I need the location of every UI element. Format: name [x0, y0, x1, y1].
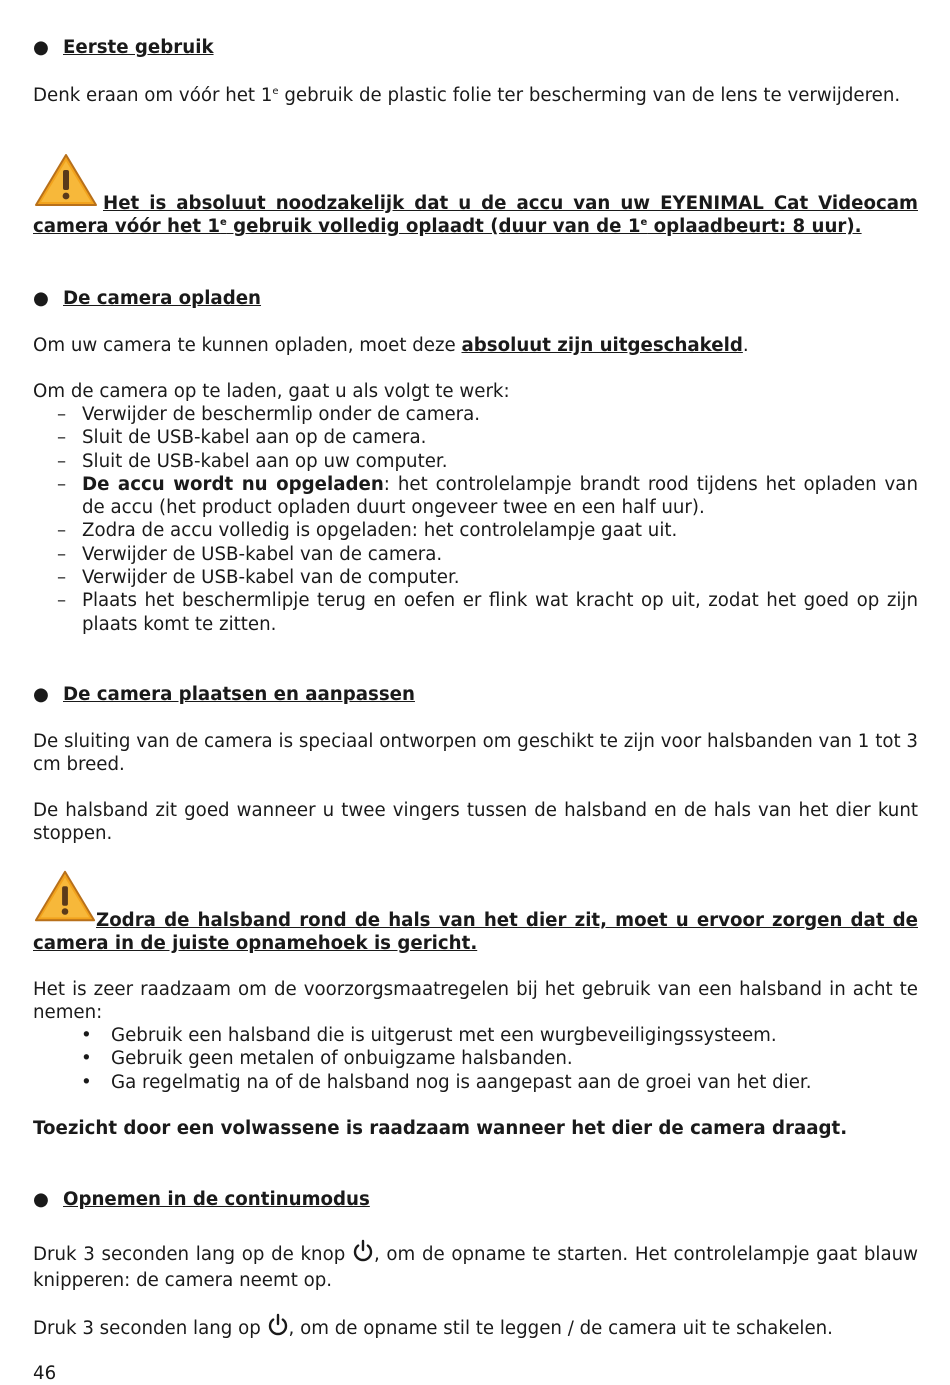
heading-first-use: ● Eerste gebruik — [33, 37, 214, 58]
list-item: • Ga regelmatig na of de halsband nog is aangepast aan de groei van het dier. — [33, 1071, 918, 1094]
list-item: – Verwijder de beschermlip onder de camera. — [33, 403, 918, 426]
list-item: – Sluit de USB-kabel aan op uw computer. — [33, 450, 918, 473]
power-icon — [267, 1313, 289, 1343]
placing-paragraph-1: De sluiting van de camera is speciaal ontworpen om geschikt te zijn voor halsbanden van 1 tot 3 cm breed. — [33, 731, 918, 776]
charging-intro: Om de camera op te laden, gaat u als volgt te werk: — [33, 381, 510, 402]
heading-charging: ● De camera opladen — [33, 288, 262, 309]
page-number: 46 — [33, 1363, 57, 1384]
warning-charge-text: Het is absoluut noodzakelijk dat u de accu van uw EYENIMAL Cat Videocam camera vóór het 1e gebruik volledig oplaadt (duur van de 1e oplaadbeurt: 8 uur). — [33, 193, 918, 238]
list-item: – De accu wordt nu opgeladen: het controlelampje brandt rood tijdens het opladen van de accu (het product opladen duurt ongeveer twee en een half uur). — [33, 473, 918, 520]
charging-paragraph: Om uw camera te kunnen opladen, moet deze absoluut zijn uitgeschakeld. — [33, 335, 749, 356]
placing-paragraph-3: Het is zeer raadzaam om de voorzorgsmaatregelen bij het gebruik van een halsband in acht te nemen: — [33, 979, 918, 1024]
first-use-paragraph: Denk eraan om vóór het 1e gebruik de plastic folie ter bescherming van de lens te verwijderen. — [33, 85, 901, 106]
warning-angle-text: Zodra de halsband rond de hals van het dier zit, moet u ervoor zorgen dat de camera in de juiste opnamehoek is gericht. — [33, 910, 918, 955]
placing-paragraph-2: De halsband zit goed wanneer u twee vingers tussen de halsband en de hals van het dier kunt stoppen. — [33, 800, 918, 845]
charging-steps — [33, 403, 918, 636]
list-item: – Sluit de USB-kabel aan op de camera. — [33, 426, 918, 449]
list-item: – Verwijder de USB-kabel van de camera. — [33, 543, 918, 566]
list-item: • Gebruik een halsband die is uitgerust met een wurgbeveiligingssysteem. — [33, 1024, 918, 1047]
list-item: • Gebruik geen metalen of onbuigzame halsbanden. — [33, 1047, 918, 1070]
supervision-note: Toezicht door een volwassene is raadzaam wanneer het dier de camera draagt. — [33, 1118, 848, 1139]
list-item: – Zodra de accu volledig is opgeladen: het controlelampje gaat uit. — [33, 519, 918, 542]
recording-paragraph-1: Druk 3 seconden lang op de knop , om de opname te starten. Het controlelampje gaat blauw knipperen: de camera neemt op. — [33, 1239, 918, 1293]
collar-precautions — [33, 1024, 918, 1094]
list-item: – Plaats het beschermlipje terug en oefen er flink wat kracht op uit, zodat het goed op zijn plaats komt te zitten. — [33, 589, 918, 636]
power-icon — [352, 1239, 374, 1269]
heading-recording: ● Opnemen in de continumodus — [33, 1189, 370, 1210]
recording-paragraph-2: Druk 3 seconden lang op , om de opname stil te leggen / de camera uit te schakelen. — [33, 1313, 918, 1343]
list-item: – Verwijder de USB-kabel van de computer. — [33, 566, 918, 589]
heading-placing: ● De camera plaatsen en aanpassen — [33, 684, 415, 705]
